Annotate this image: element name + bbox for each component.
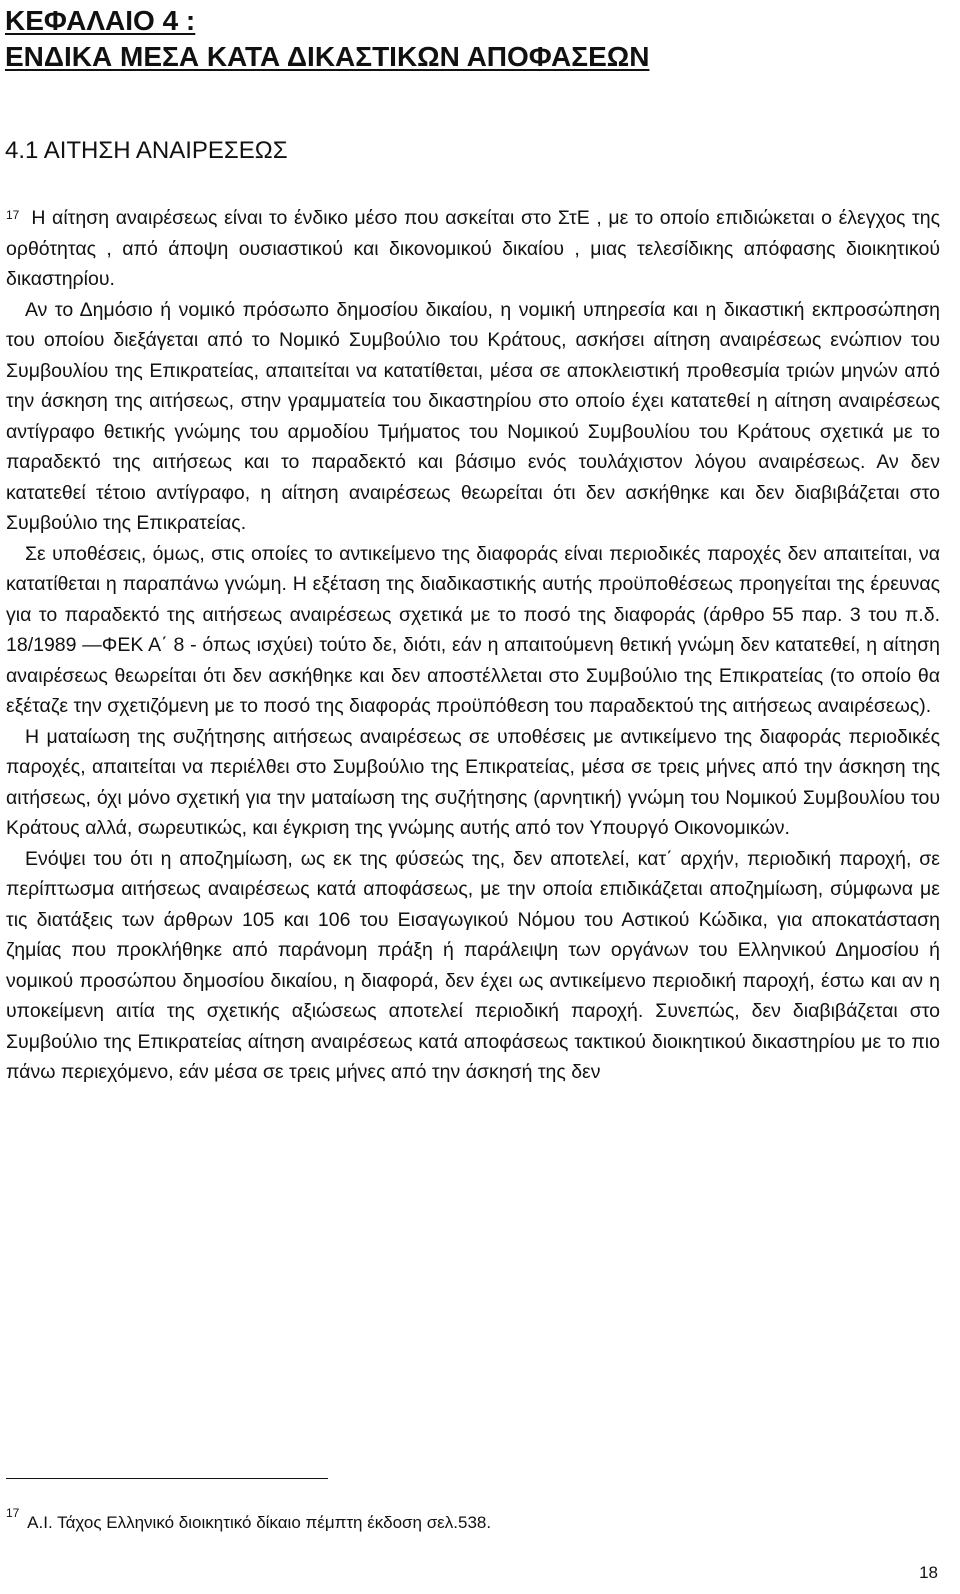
- chapter-title-line-1: ΚΕΦΑΛΑΙΟ 4 :: [5, 5, 196, 36]
- paragraph-3-text: Σε υποθέσεις, όμως, στις οποίες το αντικείμενο της διαφοράς είναι περιοδικές παροχές δεν απαιτείται, να κατατίθεται η παραπάνω γνώμη. Η εξέταση της διαδικαστικής αυτής προϋποθέσεως προηγείται της έρευνας για το παραδεκτό της αιτήσεως αναιρέσεως σχετικά με το ποσό της διαφοράς (άρθρο 55 παρ. 3 του π.δ. 18/1989 —ΦΕΚ Α΄ 8 - όπως ισχύει) τούτο δε, διότι, εάν η απαιτούμενη θετική γνώμη δεν κατατεθεί, η αίτηση αναιρέσεως θεωρείται ότι δεν ασκήθηκε και δεν αποστέλλεται στο Συμβούλιο της Επικρατείας (το οποίο θα εξέταζε την σχετιζόμενη με το ποσό της διαφοράς προϋπόθεση του παραδεκτού της αιτήσεως αναιρέσεως).: [6, 542, 940, 717]
- paragraph-2: [6, 295, 940, 539]
- paragraph-4: [6, 722, 940, 844]
- paragraph-1: [6, 203, 940, 295]
- chapter-title-line-2: ΕΝΔΙΚΑ ΜΕΣΑ ΚΑΤΑ ΔΙΚΑΣΤΙΚΩΝ ΑΠΟΦΑΣΕΩΝ: [5, 41, 650, 72]
- footnote-separator: [6, 1478, 328, 1479]
- footnote-reference: 17: [6, 208, 20, 222]
- footnote-number: 17: [6, 1506, 20, 1520]
- paragraph-1-text: Η αίτηση αναιρέσεως είναι το ένδικο μέσο που ασκείται στο ΣτΕ , με το οποίο επιδιώκεται ο έλεγχος της ορθότητας , από άποψη ουσιαστικού και δικονομικού δικαίου , μιας τελεσίδικης απόφασης διοικητικού δικαστηρίου.: [6, 207, 940, 290]
- paragraph-5-text: Ενόψει του ότι η αποζημίωση, ως εκ της φύσεώς της, δεν αποτελεί, κατ΄ αρχήν, περιοδική παροχή, σε περίπτωσμα αιτήσεως αναιρέσεως κατά αποφάσεως, με την οποία επιδικάζεται αποζημίωση, σύμφωνα με τις διατάξεις των άρθρων 105 και 106 του Εισαγωγικού Νόμου του Αστικού Κώδικα, για αποκατάσταση ζημίας που προκλήθηκε από παράνομη πράξη ή παράλειψη των οργάνων του Ελληνικού Δημοσίου ή νομικού προσώπου δημοσίου δικαίου, η διαφορά, δεν έχει ως αντικείμενο περιοδική παροχή, έστω και αν η υποκείμενη αιτία της σχετικής αξιώσεως αποτελεί περιοδική παροχή. Συνεπώς, δεν διαβιβάζεται στο Συμβούλιο της Επικρατείας αίτηση αναιρέσεως κατά αποφάσεως τακτικού διοικητικού δικαστηρίου με το πιο πάνω περιεχόμενο, εάν μέσα σε τρεις μήνες από την άσκησή της δεν: [6, 847, 940, 1083]
- paragraph-4-text: Η ματαίωση της συζήτησης αιτήσεως αναιρέσεως σε υποθέσεις με αντικείμενο της διαφοράς περιοδικές παροχές, απαιτείται να περιέλθει στο Συμβούλιο της Επικρατείας, μέσα σε τρεις μήνες από την άσκηση της αιτήσεως, όχι μόνο σχετική για την ματαίωση της συζήτησης (αρνητική) γνώμη του Νομικού Συμβουλίου του Κράτους αλλά, σωρευτικώς, και έγκριση της γνώμης αυτής από τον Υπουργό Οικονομικών.: [6, 725, 940, 839]
- chapter-title: [5, 3, 649, 75]
- paragraph-3: [6, 539, 940, 722]
- paragraph-2-text: Αν το Δημόσιο ή νομικό πρόσωπο δημοσίου δικαίου, η νομική υπηρεσία και η δικαστική εκπροσώπηση του οποίου διεξάγεται από το Νομικό Συμβούλιο του Κράτους, ασκήσει αίτηση αναιρέσεως ενώπιον του Συμβουλίου της Επικρατείας, απαιτείται να κατατίθεται, μέσα σε αποκλειστική προθεσμία τριών μηνών από την άσκηση της αιτήσεως, στην γραμματεία του δικαστηρίου στο οποίο έχει κατατεθεί η αίτηση αναιρέσεως αντίγραφο θετικής γνώμης του αρμοδίου Τμήματος του Νομικού Συμβουλίου του Κράτους σχετικά με το παραδεκτό της αιτήσεως και το παραδεκτό και βάσιμο ενός τουλάχιστον λόγου αναιρέσεως. Αν δεν κατατεθεί τέτοιο αντίγραφο, η αίτηση αναιρέσεως θεωρείται ότι δεν ασκήθηκε και δεν διαβιβάζεται στο Συμβούλιο της Επικρατείας.: [6, 298, 940, 534]
- paragraph-5: [6, 844, 940, 1088]
- footnote: [6, 1506, 492, 1534]
- body-text: [6, 203, 940, 1088]
- page-number: 18: [919, 1563, 938, 1582]
- section-title: 4.1 ΑΙΤΗΣΗ ΑΝΑΙΡΕΣΕΩΣ: [5, 137, 288, 164]
- footnote-text: Α.Ι. Τάχος Ελληνικό διοικητικό δίκαιο πέμπτη έκδοση σελ.538.: [27, 1513, 492, 1532]
